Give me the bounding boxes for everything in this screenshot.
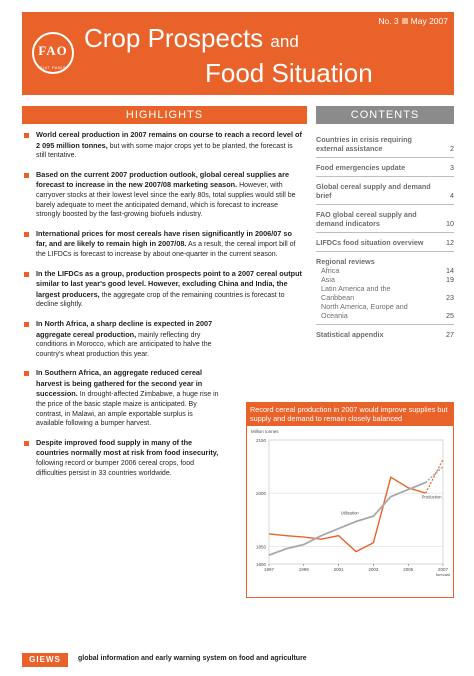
issue-date: May 2007 bbox=[410, 16, 448, 26]
highlight-bold: International prices for most cereals have risen significantly in 2006/07 so far, and are likely to remain high in 2007/08. bbox=[36, 228, 292, 249]
toc-regional-heading: Regional reviews bbox=[316, 257, 375, 266]
toc-page: 12 bbox=[446, 238, 454, 247]
highlight-bold: World cereal production in 2007 remains on course to reach a record level of 2 095 million tonnes, bbox=[36, 130, 302, 150]
plot-frame bbox=[269, 440, 443, 564]
contents-list bbox=[316, 130, 454, 343]
highlight-bold: In the LIFDCs as a group, production prospects point to a 2007 cereal output similar to last year's good level. However, excluding China and India, the largest producers, bbox=[36, 268, 302, 299]
logo-motto: FIAT PANIS bbox=[39, 65, 67, 70]
toc-page: 4 bbox=[450, 191, 454, 200]
logo-letters: FAO bbox=[38, 43, 68, 58]
highlight-bold: In North Africa, a sharp decline is expected in 2007 aggregate cereal production, bbox=[36, 318, 213, 339]
toc-title: Countries in crisis requiring external assistance bbox=[316, 135, 412, 153]
toc-title: FAO global cereal supply and demand indicators bbox=[316, 210, 417, 228]
highlight-item bbox=[22, 438, 222, 478]
toc-title: LIFDCs food situation overview bbox=[316, 238, 424, 247]
y-tick-label: 2150 bbox=[255, 438, 266, 443]
cereal-chart bbox=[247, 426, 452, 584]
toc-subtitle: North America, Europe and Oceania bbox=[321, 302, 408, 320]
chart-panel bbox=[246, 402, 454, 598]
highlight-text: However, with carryover stocks at their lowest level since the early 80s, total supplies would still be barely adequate to meet the anticipated demand, which is forecast to increase strongly boosted by the fast-growing biofuels industry. bbox=[36, 182, 296, 219]
y-tick-label: 1850 bbox=[255, 544, 266, 550]
toc-regional-section bbox=[316, 252, 454, 325]
chart-unit-label: Million tonnes bbox=[251, 429, 279, 434]
toc-page: 10 bbox=[446, 219, 454, 228]
fao-logo bbox=[32, 32, 74, 74]
toc-title: Statistical appendix bbox=[316, 330, 384, 339]
toc-subitem[interactable] bbox=[316, 275, 454, 284]
toc-item[interactable] bbox=[316, 233, 454, 252]
chart-area bbox=[247, 426, 453, 589]
separator-square-icon bbox=[402, 18, 408, 24]
toc-subtitle: Asia bbox=[321, 275, 335, 284]
toc-item[interactable] bbox=[316, 130, 454, 158]
toc-item[interactable] bbox=[316, 177, 454, 205]
highlight-item bbox=[22, 319, 222, 359]
toc-item[interactable] bbox=[316, 325, 454, 343]
x-tick-label: 2001 bbox=[333, 567, 344, 572]
issue-info bbox=[378, 16, 448, 26]
highlight-item bbox=[22, 170, 304, 220]
toc-page: 23 bbox=[446, 293, 454, 302]
toc-subtitle: Africa bbox=[321, 266, 340, 275]
footer bbox=[22, 653, 454, 667]
highlight-item bbox=[22, 229, 304, 260]
x-tick-label: 2005 bbox=[403, 567, 414, 572]
title-main: Crop Prospects bbox=[84, 23, 264, 53]
title-line-2: Food Situation bbox=[205, 58, 373, 88]
toc-title: Global cereal supply and demand brief bbox=[316, 182, 431, 200]
toc-page: 14 bbox=[446, 266, 454, 275]
toc-item[interactable] bbox=[316, 158, 454, 177]
highlight-text: but with some major crops yet to be planted, the forecast is still tentative. bbox=[36, 142, 293, 160]
toc-title: Food emergencies update bbox=[316, 163, 406, 172]
highlight-item bbox=[22, 368, 222, 429]
y-tick-label: 1800 bbox=[255, 562, 266, 567]
highlight-item bbox=[22, 269, 304, 310]
toc-subitem[interactable] bbox=[316, 266, 454, 275]
highlight-text: the aggregate crop of the remaining countries is forecast to decline slightly. bbox=[36, 291, 285, 309]
toc-page: 27 bbox=[446, 330, 454, 339]
production-series-label: Production bbox=[421, 494, 442, 500]
highlight-item bbox=[22, 130, 304, 161]
x-tick-label: 2003 bbox=[368, 567, 379, 572]
x-tick-label: 1997 bbox=[263, 567, 275, 572]
title-and: and bbox=[270, 32, 299, 51]
x-tick-label: 1999 bbox=[298, 567, 309, 572]
issue-number: No. 3 bbox=[378, 16, 399, 26]
giews-tag: GIEWS bbox=[22, 653, 68, 667]
highlight-bold: In Southern Africa, an aggregate reduced cereal harvest is being gathered for the second year in succession. bbox=[36, 368, 203, 399]
toc-subitem[interactable] bbox=[316, 284, 454, 302]
footer-text: global information and early warning system on food and agriculture bbox=[78, 655, 307, 662]
toc-subitem[interactable] bbox=[316, 302, 454, 320]
toc-page: 3 bbox=[450, 163, 454, 172]
chart-title: Record cereal production in 2007 would improve supplies but supply and demand to remain closely balanced bbox=[247, 403, 453, 426]
toc-page: 25 bbox=[446, 311, 454, 320]
y-tick-label: 2000 bbox=[255, 491, 266, 497]
highlight-text: In drought-affected Zimbabwe, a huge rise in the price of the basic staple maize is anticipated. By contrast, in Malawi, an ample exportable surplus is available following a bumper harvest. bbox=[36, 391, 219, 428]
x-tick-label: 2007 bbox=[437, 567, 449, 572]
title-line-1 bbox=[84, 23, 299, 54]
toc-item[interactable] bbox=[316, 205, 454, 233]
highlight-bold: Despite improved food supply in many of the countries normally most at risk from food insecurity, bbox=[36, 437, 219, 458]
highlight-bold: Based on the current 2007 production outlook, global cereal supplies are forecast to increase in the new 2007/08 marketing season. bbox=[36, 169, 290, 190]
highlights-heading: HIGHLIGHTS bbox=[22, 106, 307, 124]
masthead bbox=[22, 12, 454, 95]
toc-subtitle: Latin America and the Caribbean bbox=[321, 284, 391, 302]
x-tick-sublabel: forecast bbox=[435, 572, 451, 577]
highlight-text: As a result, the cereal import bill of the LIFDCs is forecast to increase by about one-quarter in the current season. bbox=[36, 241, 296, 258]
contents-heading: CONTENTS bbox=[316, 106, 454, 124]
utilization-series-label: Utilization bbox=[340, 510, 359, 516]
highlight-text: mainly reflecting dry conditions in Morocco, which are anticipated to halve the country's wheat production this year. bbox=[36, 331, 212, 358]
toc-page: 19 bbox=[446, 275, 454, 284]
highlight-text: following record or bumper 2006 cereal crops, food difficulties persist in 33 countries worldwide. bbox=[36, 460, 194, 477]
toc-page: 2 bbox=[450, 144, 454, 153]
